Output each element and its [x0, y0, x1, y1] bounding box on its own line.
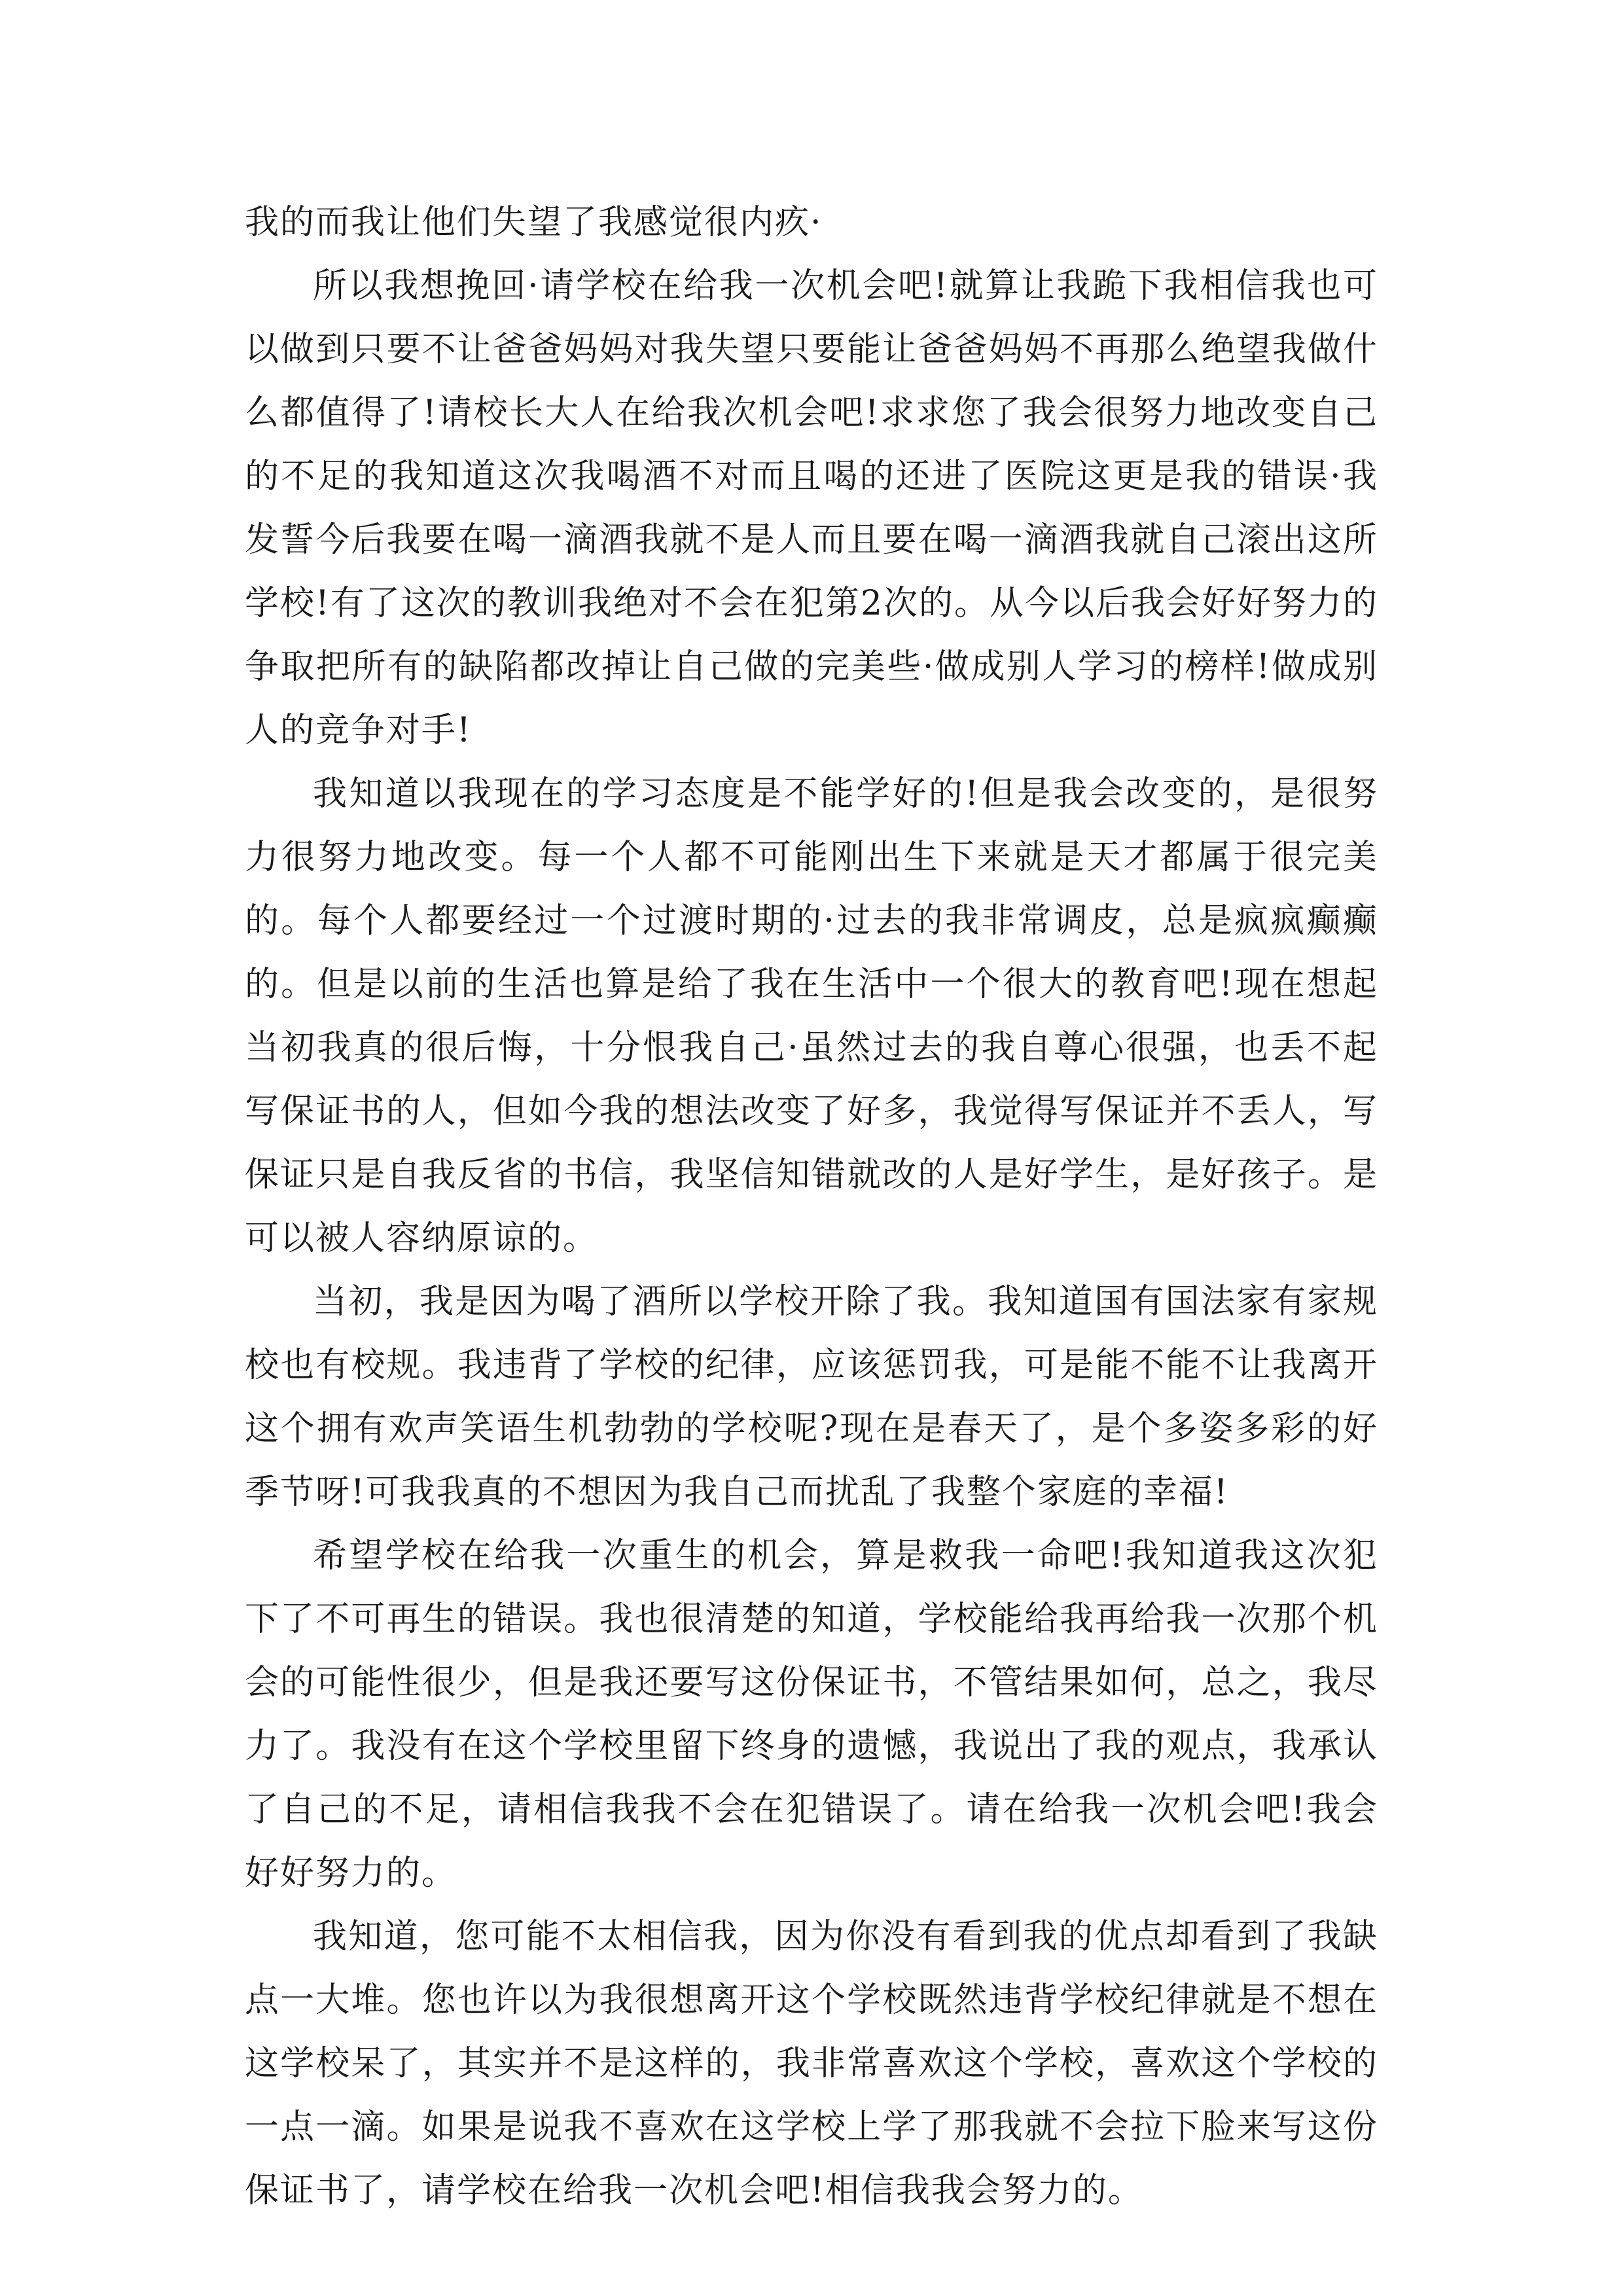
paragraph: 当初，我是因为喝了酒所以学校开除了我。我知道国有国法家有家规校也有校规。我违背了学校的纪律，应该惩罚我，可是能不能不让我离开这个拥有欢声笑语生机勃勃的学校呢?现在是春天了，是个多姿多彩的好季节呀!可我我真的不想因为我自己而扰乱了我整个家庭的幸福!: [245, 1282, 1378, 1512]
paragraph-continuation: 我的而我让他们失望了我感觉很内疚·: [245, 203, 823, 242]
paragraph: 所以我想挽回·请学校在给我一次机会吧!就算让我跪下我相信我也可以做到只要不让爸爸妈妈对我失望只要能让爸爸妈妈不再那么绝望我做什么都值得了!请校长大人在给我次机会吧!求求您了我会很努力地改变自己的不足的我知道这次我喝酒不对而且喝的还进了医院这更是我的错误·我发誓今后我要在喝一滴酒我就不是人而且要在喝一滴酒我就自己滚出这所学校!有了这次的教训我绝对不会在犯第2次的。从今以后我会好好努力的争取把所有的缺陷都改掉让自己做的完美些·做成别人学习的榜样!做成别人的竞争对手!: [245, 266, 1378, 750]
paragraph: 希望学校在给我一次重生的机会，算是救我一命吧!我知道我这次犯下了不可再生的错误。我也很清楚的知道，学校能给我再给我一次那个机会的可能性很少，但是我还要写这份保证书，不管结果如何，总之，我尽力了。我没有在这个学校里留下终身的遗憾，我说出了我的观点，我承认了自己的不足，请相信我我不会在犯错误了。请在给我一次机会吧!我会好好努力的。: [245, 1536, 1378, 1893]
document-body: [245, 191, 1378, 2223]
paragraph: 我知道，您可能不太相信我，因为你没有看到我的优点却看到了我缺点一大堆。您也许以为我很想离开这个学校既然违背学校纪律就是不想在这学校呆了，其实并不是这样的，我非常喜欢这个学校，喜欢这个学校的一点一滴。如果是说我不喜欢在这学校上学了那我就不会拉下脸来写这份保证书了，请学校在给我一次机会吧!相信我我会努力的。: [245, 1917, 1378, 2210]
paragraph: 我知道以我现在的学习态度是不能学好的!但是我会改变的，是很努力很努力地改变。每一个人都不可能刚出生下来就是天才都属于很完美的。每个人都要经过一个过渡时期的·过去的我非常调皮，总是疯疯癫癫的。但是以前的生活也算是给了我在生活中一个很大的教育吧!现在想起当初我真的很后悔，十分恨我自己·虽然过去的我自尊心很强，也丢不起写保证书的人，但如今我的想法改变了好多，我觉得写保证并不丢人，写保证只是自我反省的书信，我坚信知错就改的人是好学生，是好孩子。是可以被人容纳原谅的。: [245, 774, 1378, 1258]
